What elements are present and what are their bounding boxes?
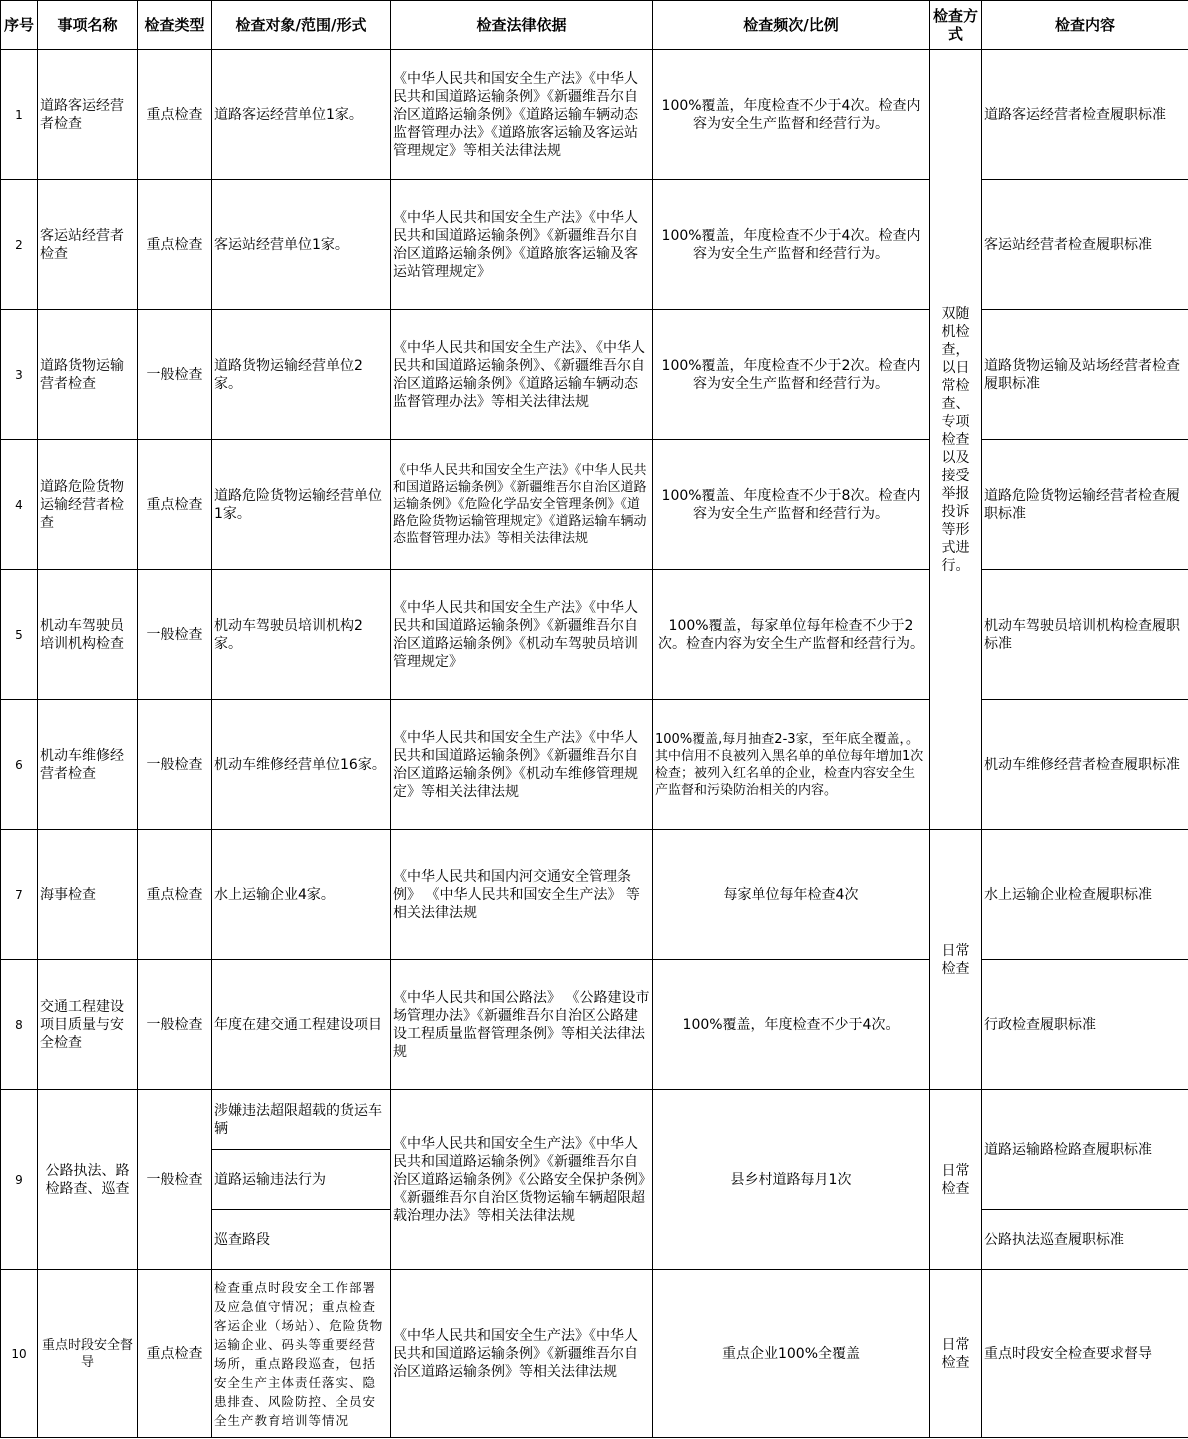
row-type: 一般检查 bbox=[138, 570, 212, 700]
row-basis: 《中华人民共和国安全生产法》《中华人民共和国道路运输条例》《新疆维吾尔自治区道路运输条例》等相关法律法规 bbox=[391, 1270, 653, 1438]
row-type: 重点检查 bbox=[138, 830, 212, 960]
row-type: 一般检查 bbox=[138, 700, 212, 830]
row-object: 道路货物运输经营单位2家。 bbox=[212, 310, 391, 440]
row-object: 机动车驾驶员培训机构2家。 bbox=[212, 570, 391, 700]
row-type: 一般检查 bbox=[138, 1090, 212, 1270]
row-no: 3 bbox=[1, 310, 38, 440]
row-basis: 《中华人民共和国安全生产法》、《中华人民共和国道路运输条例》、《新疆维吾尔自治区道路运输条例》《道路运输车辆动态监督管理办法》等相关法律法规 bbox=[391, 310, 653, 440]
row-object-c: 巡查路段 bbox=[212, 1210, 391, 1270]
row-object-a: 涉嫌违法超限超载的货运车辆 bbox=[212, 1090, 391, 1150]
row-content: 道路客运经营者检查履职标准 bbox=[982, 50, 1188, 180]
row-name: 机动车维修经营者检查 bbox=[38, 700, 138, 830]
row-freq: 100%覆盖，年度检查不少于2次。检查内容为安全生产监督和经营行为。 bbox=[653, 310, 930, 440]
row-object: 水上运输企业4家。 bbox=[212, 830, 391, 960]
header-freq: 检查频次/比例 bbox=[653, 1, 930, 50]
row-content-a: 道路运输路检路查履职标准 bbox=[982, 1090, 1188, 1210]
row-no: 10 bbox=[1, 1270, 38, 1438]
row-content: 客运站经营者检查履职标准 bbox=[982, 180, 1188, 310]
row-method-group-2: 日常检查 bbox=[930, 830, 982, 1090]
row-type: 重点检查 bbox=[138, 50, 212, 180]
row-name: 重点时段安全督导 bbox=[38, 1270, 138, 1438]
row-no: 4 bbox=[1, 440, 38, 570]
row-name: 海事检查 bbox=[38, 830, 138, 960]
header-method: 检查方式 bbox=[930, 1, 982, 50]
row-content: 道路危险货物运输经营者检查履职标准 bbox=[982, 440, 1188, 570]
header-object: 检查对象/范围/形式 bbox=[212, 1, 391, 50]
row-object-b: 道路运输违法行为 bbox=[212, 1150, 391, 1210]
row-object: 道路客运经营单位1家。 bbox=[212, 50, 391, 180]
table-row bbox=[1, 1270, 1188, 1438]
row-method-group-1: 双随机检查，以日常检查、专项检查以及接受举报投诉等形式进行。 bbox=[930, 50, 982, 830]
row-no: 5 bbox=[1, 570, 38, 700]
row-no: 1 bbox=[1, 50, 38, 180]
table-row bbox=[1, 50, 1188, 180]
row-basis: 《中华人民共和国安全生产法》《中华人民共和国道路运输条例》《新疆维吾尔自治区道路运输条例》《道路旅客运输及客运站管理规定》 bbox=[391, 180, 653, 310]
row-content: 水上运输企业检查履职标准 bbox=[982, 830, 1188, 960]
row-content: 道路货物运输及站场经营者检查履职标准 bbox=[982, 310, 1188, 440]
row-name: 客运站经营者检查 bbox=[38, 180, 138, 310]
row-freq: 100%覆盖，年度检查不少于4次。检查内容为安全生产监督和经营行为。 bbox=[653, 50, 930, 180]
row-name: 交通工程建设项目质量与安全检查 bbox=[38, 960, 138, 1090]
row-type: 重点检查 bbox=[138, 1270, 212, 1438]
row-object: 客运站经营单位1家。 bbox=[212, 180, 391, 310]
row-name: 公路执法、路检路查、巡查 bbox=[38, 1090, 138, 1270]
table-row bbox=[1, 1090, 1188, 1150]
row-no: 8 bbox=[1, 960, 38, 1090]
row-no: 9 bbox=[1, 1090, 38, 1270]
row-type: 一般检查 bbox=[138, 960, 212, 1090]
table-row bbox=[1, 310, 1188, 440]
row-freq: 县乡村道路每月1次 bbox=[653, 1090, 930, 1270]
row-basis: 《中华人民共和国安全生产法》《中华人民共和国道路运输条例》《新疆维吾尔自治区道路运输条例》《公路安全保护条例》《新疆维吾尔自治区货物运输车辆超限超载治理办法》等相关法律法规 bbox=[391, 1090, 653, 1270]
row-object: 道路危险货物运输经营单位1家。 bbox=[212, 440, 391, 570]
row-name: 道路客运经营者检查 bbox=[38, 50, 138, 180]
row-no: 2 bbox=[1, 180, 38, 310]
row-name: 道路危险货物运输经营者检查 bbox=[38, 440, 138, 570]
row-freq: 100%覆盖，每家单位每年检查不少于2次。检查内容为安全生产监督和经营行为。 bbox=[653, 570, 930, 700]
table-row bbox=[1, 440, 1188, 570]
row-basis: 《中华人民共和国公路法》 《公路建设市场管理办法》《新疆维吾尔自治区公路建设工程质量监督管理条例》等相关法律法规 bbox=[391, 960, 653, 1090]
header-type: 检查类型 bbox=[138, 1, 212, 50]
row-method: 日常检查 bbox=[930, 1270, 982, 1438]
row-no: 7 bbox=[1, 830, 38, 960]
row-name: 机动车驾驶员培训机构检查 bbox=[38, 570, 138, 700]
row-basis: 《中华人民共和国安全生产法》《中华人民共和国道路运输条例》《新疆维吾尔自治区道路运输条例》《机动车驾驶员培训管理规定》 bbox=[391, 570, 653, 700]
row-content: 重点时段安全检查要求督导 bbox=[982, 1270, 1188, 1438]
row-type: 重点检查 bbox=[138, 440, 212, 570]
row-no: 6 bbox=[1, 700, 38, 830]
header-name: 事项名称 bbox=[38, 1, 138, 50]
row-name: 道路货物运输营者检查 bbox=[38, 310, 138, 440]
row-object: 检查重点时段安全工作部署及应急值守情况；重点检查客运企业（场站）、危险货物运输企业、码头等重要经营场所，重点路段巡查，包括安全生产主体责任落实、隐患排查、风险防控、全员安全生产教育培训等情况 bbox=[212, 1270, 391, 1438]
row-content: 机动车维修经营者检查履职标准 bbox=[982, 700, 1188, 830]
row-object: 年度在建交通工程建设项目 bbox=[212, 960, 391, 1090]
header-row bbox=[1, 1, 1188, 50]
row-method: 日常检查 bbox=[930, 1090, 982, 1270]
row-basis: 《中华人民共和国安全生产法》《中华人民共和国道路运输条例》《新疆维吾尔自治区道路运输条例》《机动车维修管理规定》等相关法律法规 bbox=[391, 700, 653, 830]
table-row bbox=[1, 570, 1188, 700]
row-basis: 《中华人民共和国安全生产法》《中华人民共和国道路运输条例》《新疆维吾尔自治区道路运输条例》《危险化学品安全管理条例》《道路危险货物运输管理规定》《道路运输车辆动态监督管理办法》等相关法律法规 bbox=[391, 440, 653, 570]
header-basis: 检查法律依据 bbox=[391, 1, 653, 50]
row-object: 机动车维修经营单位16家。 bbox=[212, 700, 391, 830]
row-type: 重点检查 bbox=[138, 180, 212, 310]
table-row bbox=[1, 830, 1188, 960]
row-freq: 重点企业100%全覆盖 bbox=[653, 1270, 930, 1438]
header-no: 序号 bbox=[1, 1, 38, 50]
row-basis: 《中华人民共和国安全生产法》《中华人民共和国道路运输条例》《新疆维吾尔自治区道路运输条例》《道路运输车辆动态监督管理办法》《道路旅客运输及客运站管理规定》等相关法律法规 bbox=[391, 50, 653, 180]
row-content: 机动车驾驶员培训机构检查履职标准 bbox=[982, 570, 1188, 700]
row-freq: 每家单位每年检查4次 bbox=[653, 830, 930, 960]
table-row bbox=[1, 180, 1188, 310]
row-freq: 100%覆盖，年度检查不少于4次。检查内容为安全生产监督和经营行为。 bbox=[653, 180, 930, 310]
header-content: 检查内容 bbox=[982, 1, 1188, 50]
row-basis: 《中华人民共和国内河交通安全管理条例》 《中华人民共和国安全生产法》 等相关法律法规 bbox=[391, 830, 653, 960]
table-row bbox=[1, 700, 1188, 830]
row-type: 一般检查 bbox=[138, 310, 212, 440]
row-content: 行政检查履职标准 bbox=[982, 960, 1188, 1090]
row-freq: 100%覆盖、年度检查不少于8次。检查内容为安全生产监督和经营行为。 bbox=[653, 440, 930, 570]
table-row bbox=[1, 960, 1188, 1090]
row-freq: 100%覆盖，年度检查不少于4次。 bbox=[653, 960, 930, 1090]
row-freq: 100%覆盖,每月抽查2-3家，至年底全覆盖，。其中信用不良被列入黑名单的单位每年增加1次检查；被列入红名单的企业，检查内容安全生产监督和污染防治相关的内容。 bbox=[653, 700, 930, 830]
row-content-b: 公路执法巡查履职标准 bbox=[982, 1210, 1188, 1270]
